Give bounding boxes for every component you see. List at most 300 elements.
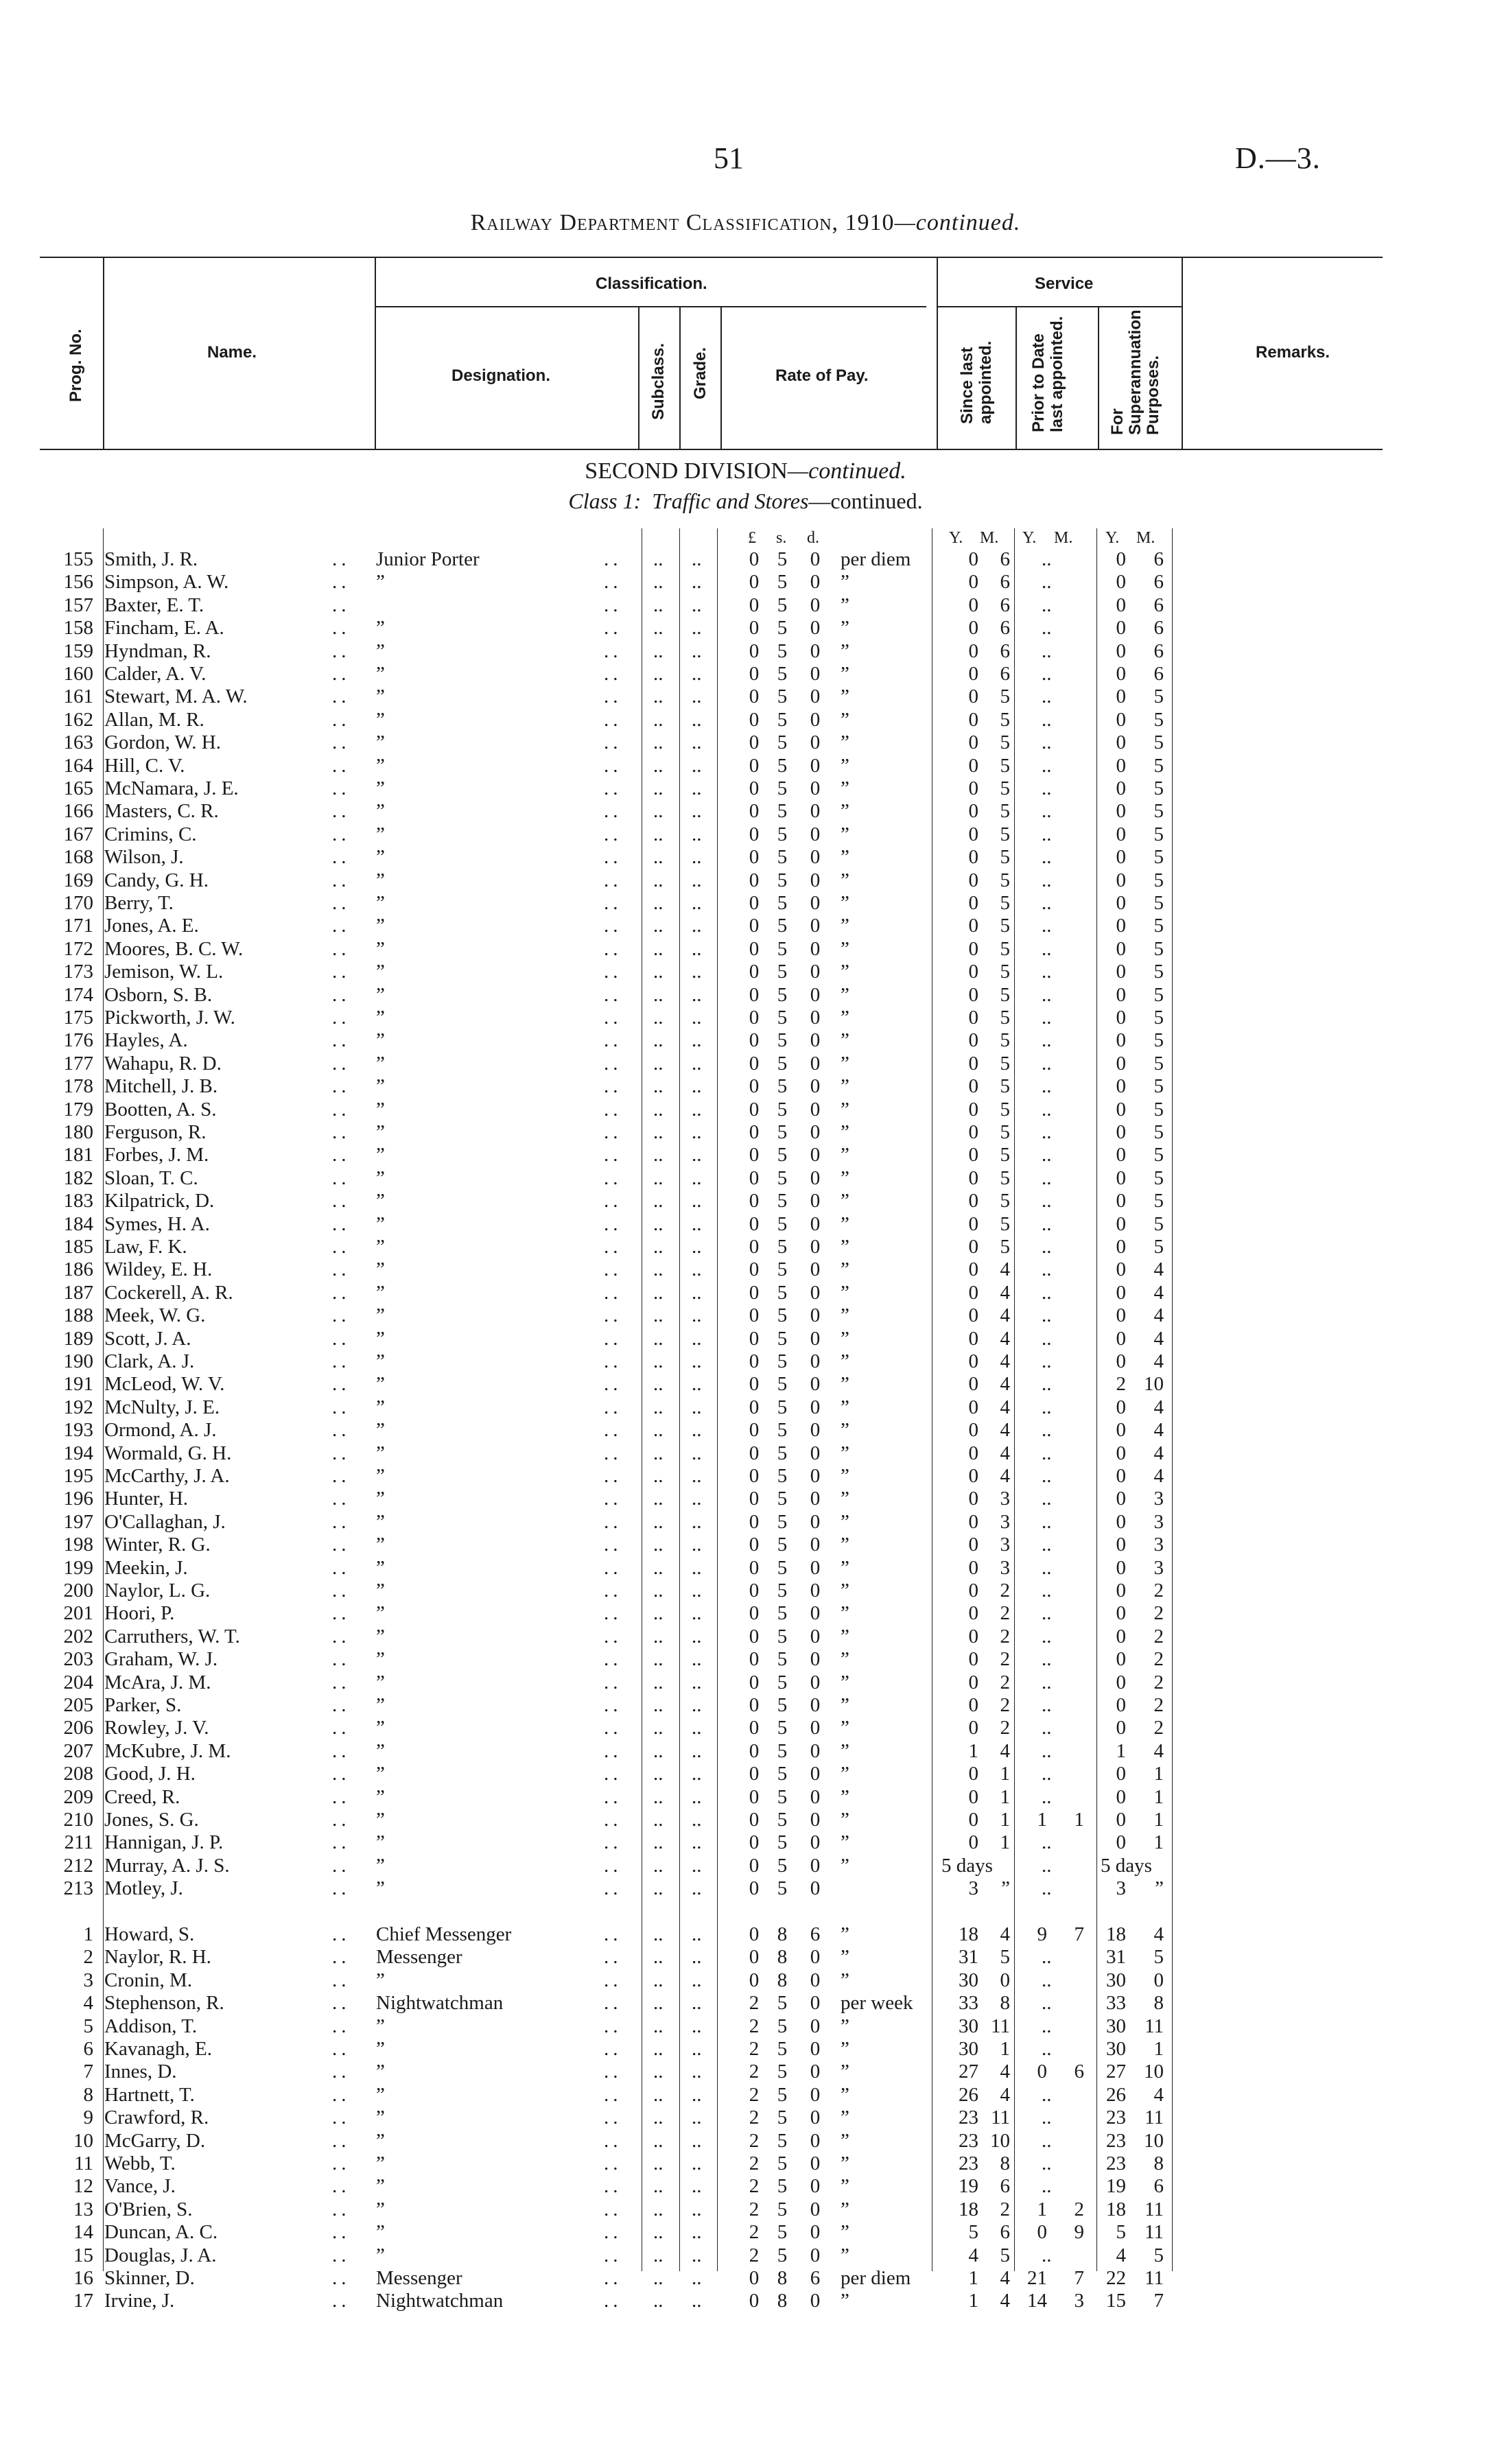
leader-dots: ..	[332, 1557, 351, 1579]
since-years: 0	[968, 1602, 978, 1624]
designation: ”	[376, 800, 385, 822]
leader-dots: ..	[692, 1442, 702, 1464]
super-years: 0	[1116, 1831, 1126, 1853]
pay-pounds: 0	[749, 1258, 760, 1280]
since-years: 0	[968, 1580, 978, 1601]
since-months: 5	[1000, 709, 1010, 731]
staff-name: Creed, R.	[104, 1786, 180, 1808]
leader-dots: ..	[692, 1282, 702, 1304]
prog-no: 10	[73, 2130, 93, 2152]
pay-shillings: 5	[777, 892, 788, 914]
super-years: 0	[1116, 663, 1126, 685]
designation: ”	[376, 2244, 385, 2266]
staff-name: Naylor, R. H.	[104, 1946, 211, 1968]
pay-pence: 0	[810, 731, 821, 753]
since-years: 0	[968, 1328, 978, 1350]
pay-period: ”	[841, 1442, 849, 1464]
table-row	[0, 1556, 1491, 1580]
leader-dots: ..	[653, 1923, 664, 1945]
pay-pounds: 0	[749, 1396, 760, 1418]
pay-shillings: 5	[777, 1511, 788, 1533]
staff-name: Ormond, A. J.	[104, 1419, 217, 1441]
pay-period: ”	[841, 1717, 849, 1739]
pay-shillings: 5	[777, 1396, 788, 1418]
pay-pounds: 0	[749, 1075, 760, 1097]
table-row	[0, 1442, 1491, 1465]
leader-dots: ..	[332, 1763, 351, 1785]
leader-dots: ..	[332, 1053, 351, 1075]
prog-no: 184	[63, 1213, 93, 1235]
leader-dots: ..	[653, 1992, 664, 2014]
table-row	[0, 1923, 1491, 1946]
pay-shillings: 8	[777, 1923, 788, 1945]
prog-no: 5	[83, 2015, 93, 2037]
since-years: 0	[968, 1029, 978, 1051]
leader-dots: ..	[604, 1855, 622, 1877]
pay-period: ”	[841, 1602, 849, 1624]
leader-dots: ..	[653, 961, 664, 983]
pay-period: ”	[841, 1419, 849, 1441]
pay-pence: 0	[810, 1855, 821, 1877]
super-years: 0	[1116, 1075, 1126, 1097]
table-row	[0, 937, 1491, 961]
leader-dots: ..	[604, 777, 622, 799]
pay-pounds: 0	[749, 1213, 760, 1235]
leader-dots: ..	[332, 2038, 351, 2060]
staff-name: Sloan, T. C.	[104, 1167, 198, 1189]
super-years: 5 days	[1101, 1855, 1152, 1877]
leader-dots: ..	[692, 731, 702, 753]
super-years: 3	[1116, 1877, 1126, 1899]
page-number: 51	[714, 141, 744, 175]
staff-name: Scott, J. A.	[104, 1328, 191, 1350]
leader-dots: ..	[653, 2061, 664, 2082]
leader-dots: ..	[332, 823, 351, 845]
designation: ”	[376, 2084, 385, 2106]
leader-dots: ..	[332, 1029, 351, 1051]
leader-dots: ..	[653, 1213, 664, 1235]
pay-pounds: 0	[749, 663, 760, 685]
since-months: 5	[1000, 1946, 1010, 1968]
prog-no: 177	[63, 1053, 93, 1075]
table-row	[0, 1304, 1491, 1327]
prior-years: 1	[1037, 1809, 1047, 1831]
since-years: 23	[959, 2107, 978, 2128]
table-row	[0, 2060, 1491, 2083]
leader-dots: ..	[692, 2107, 702, 2128]
prog-no: 158	[63, 617, 93, 639]
prog-no: 11	[74, 2152, 93, 2174]
leader-dots: ..	[604, 548, 622, 570]
pay-pence: 0	[810, 1304, 821, 1326]
leader-dots: ..	[604, 640, 622, 662]
designation: ”	[376, 1282, 385, 1304]
pay-shillings: 5	[777, 1580, 788, 1601]
since-years: 0	[968, 1648, 978, 1670]
unit-years-super: Y.	[1105, 529, 1120, 547]
pay-pounds: 0	[749, 892, 760, 914]
leader-dots: ..	[332, 685, 351, 707]
since-years: 0	[968, 685, 978, 707]
prog-no: 170	[63, 892, 93, 914]
pay-period: ”	[841, 1099, 849, 1120]
pay-shillings: 8	[777, 2267, 788, 2289]
prior-none: ..	[1042, 709, 1052, 731]
pay-pence: 0	[810, 1282, 821, 1304]
pay-shillings: 5	[777, 1763, 788, 1785]
pay-shillings: 5	[777, 1144, 788, 1166]
pay-shillings: 5	[777, 2107, 788, 2128]
unit-months-since: M.	[980, 529, 999, 547]
since-years: 27	[959, 2061, 978, 2082]
pay-period: ”	[841, 846, 849, 868]
leader-dots: ..	[653, 2290, 664, 2312]
prior-none: ..	[1042, 2015, 1052, 2037]
prog-no: 194	[63, 1442, 93, 1464]
since-months: 6	[1000, 640, 1010, 662]
leader-dots: ..	[604, 1671, 622, 1693]
pay-pence: 0	[810, 685, 821, 707]
super-months: 5	[1153, 1190, 1164, 1212]
pay-pounds: 2	[749, 2175, 760, 2197]
pay-pence: 0	[810, 2175, 821, 2197]
designation: ”	[376, 2130, 385, 2152]
designation: ”	[376, 777, 385, 799]
header-divider	[1182, 257, 1183, 449]
since-months: 4	[1000, 1396, 1010, 1418]
leader-dots: ..	[604, 571, 622, 593]
division-suffix: —continued.	[787, 458, 906, 484]
super-years: 0	[1116, 1626, 1126, 1647]
prog-no: 9	[83, 2107, 93, 2128]
pay-shillings: 5	[777, 2084, 788, 2106]
prior-none: ..	[1042, 755, 1052, 777]
pay-period: ”	[841, 823, 849, 845]
leader-dots: ..	[332, 1007, 351, 1029]
since-years: 19	[959, 2175, 978, 2197]
prog-no: 211	[64, 1831, 93, 1853]
prior-none: ..	[1042, 1671, 1052, 1693]
designation: ”	[376, 1809, 385, 1831]
table-row	[0, 960, 1491, 983]
since-years: 0	[968, 1053, 978, 1075]
super-years: 31	[1106, 1946, 1126, 1968]
leader-dots: ..	[604, 755, 622, 777]
leader-dots: ..	[332, 1099, 351, 1120]
super-years: 0	[1116, 1213, 1126, 1235]
prog-no: 13	[73, 2198, 93, 2220]
super-years: 0	[1116, 823, 1126, 845]
pay-period: ”	[841, 2175, 849, 2197]
header-divider	[375, 257, 376, 449]
class-label: Class 1:	[568, 489, 642, 513]
title-main: Railway Department Classification, 1910	[470, 210, 895, 235]
leader-dots: ..	[332, 2107, 351, 2128]
leader-dots: ..	[692, 1099, 702, 1120]
leader-dots: ..	[604, 800, 622, 822]
prog-no: 197	[63, 1511, 93, 1533]
leader-dots: ..	[332, 1511, 351, 1533]
designation: ”	[376, 755, 385, 777]
pay-shillings: 5	[777, 800, 788, 822]
prog-no: 174	[63, 984, 93, 1006]
prior-none: ..	[1042, 571, 1052, 593]
since-years: 0	[968, 663, 978, 685]
super-years: 0	[1116, 755, 1126, 777]
since-years: 18	[959, 2198, 978, 2220]
designation: ”	[376, 1648, 385, 1670]
prior-none: ..	[1042, 915, 1052, 937]
super-months: 5	[1153, 1099, 1164, 1120]
leader-dots: ..	[692, 1511, 702, 1533]
since-months: 6	[1000, 2175, 1010, 2197]
since-years: 0	[968, 1465, 978, 1487]
pay-pounds: 0	[749, 1855, 760, 1877]
super-years: 0	[1116, 731, 1126, 753]
pay-shillings: 5	[777, 1213, 788, 1235]
table-row	[0, 1693, 1491, 1717]
designation: ”	[376, 1029, 385, 1051]
since-months: 5	[1000, 1213, 1010, 1235]
leader-dots: ..	[332, 777, 351, 799]
prog-no: 191	[63, 1373, 93, 1395]
super-years: 0	[1116, 640, 1126, 662]
prog-no: 2	[83, 1946, 93, 1968]
super-years: 0	[1116, 800, 1126, 822]
table-row	[0, 2015, 1491, 2038]
prog-no: 207	[63, 1740, 93, 1762]
table-row	[0, 662, 1491, 685]
super-years: 0	[1116, 777, 1126, 799]
leader-dots: ..	[653, 1855, 664, 1877]
pay-period: ”	[841, 2152, 849, 2174]
leader-dots: ..	[653, 1763, 664, 1785]
pay-pence: 0	[810, 571, 821, 593]
since-months: 6	[1000, 594, 1010, 616]
leader-dots: ..	[332, 731, 351, 753]
leader-dots: ..	[332, 1740, 351, 1762]
super-months: 4	[1153, 1328, 1164, 1350]
leader-dots: ..	[653, 2198, 664, 2220]
table-row	[0, 2244, 1491, 2267]
pay-pence: 0	[810, 1648, 821, 1670]
leader-dots: ..	[332, 594, 351, 616]
staff-name: Wormald, G. H.	[104, 1442, 232, 1464]
pay-pounds: 0	[749, 1969, 760, 1991]
pay-period: ”	[841, 2038, 849, 2060]
pay-shillings: 5	[777, 1328, 788, 1350]
table-row	[0, 1739, 1491, 1763]
table-row	[0, 891, 1491, 915]
since-months: 6	[1000, 548, 1010, 570]
leader-dots: ..	[604, 1488, 622, 1510]
pay-shillings: 5	[777, 1831, 788, 1853]
since-months: 4	[1000, 1419, 1010, 1441]
designation: ”	[376, 1465, 385, 1487]
pay-shillings: 5	[777, 571, 788, 593]
super-years: 19	[1106, 2175, 1126, 2197]
super-years: 0	[1116, 1121, 1126, 1143]
leader-dots: ..	[692, 1396, 702, 1418]
leader-dots: ..	[332, 1969, 351, 1991]
pay-pence: 0	[810, 800, 821, 822]
leader-dots: ..	[604, 663, 622, 685]
pay-pounds: 0	[749, 1923, 760, 1945]
leader-dots: ..	[653, 1328, 664, 1350]
prior-none: ..	[1042, 1992, 1052, 2014]
super-months: 2	[1153, 1602, 1164, 1624]
since-months: ”	[1001, 1877, 1010, 1899]
super-years: 0	[1116, 915, 1126, 937]
super-months: 1	[1153, 1831, 1164, 1853]
leader-dots: ..	[653, 1969, 664, 1991]
pay-pence: 0	[810, 1053, 821, 1075]
pay-shillings: 5	[777, 1740, 788, 1762]
since-months: 6	[1000, 571, 1010, 593]
since-years: 0	[968, 1511, 978, 1533]
pay-shillings: 5	[777, 2244, 788, 2266]
staff-name: McLeod, W. V.	[104, 1373, 225, 1395]
pay-pence: 6	[810, 2267, 821, 2289]
super-years: 0	[1116, 571, 1126, 593]
leader-dots: ..	[692, 594, 702, 616]
pay-period: ”	[841, 1007, 849, 1029]
since-years: 0	[968, 1717, 978, 1739]
super-years: 23	[1106, 2107, 1126, 2128]
staff-name: Crawford, R.	[104, 2107, 209, 2128]
since-years: 0	[968, 594, 978, 616]
since-months: 5	[1000, 1075, 1010, 1097]
since-months: 3	[1000, 1534, 1010, 1556]
pay-pounds: 0	[749, 1167, 760, 1189]
super-months: 5	[1153, 709, 1164, 731]
super-months: 5	[1153, 823, 1164, 845]
super-months: 10	[1144, 1373, 1164, 1395]
pay-pence: 0	[810, 1946, 821, 1968]
prog-no: 16	[73, 2267, 93, 2289]
leader-dots: ..	[653, 1236, 664, 1258]
table-row	[0, 1052, 1491, 1075]
pay-shillings: 5	[777, 1075, 788, 1097]
since-months: 2	[1000, 1602, 1010, 1624]
pay-pounds: 0	[749, 1557, 760, 1579]
designation: ”	[376, 2152, 385, 2174]
leader-dots: ..	[692, 1190, 702, 1212]
super-months: 5	[1153, 846, 1164, 868]
designation: ”	[376, 1969, 385, 1991]
table-row	[0, 1006, 1491, 1029]
super-years: 0	[1116, 984, 1126, 1006]
pay-shillings: 5	[777, 1465, 788, 1487]
staff-name: Rowley, J. V.	[104, 1717, 209, 1739]
since-months: 5	[1000, 984, 1010, 1006]
pay-shillings: 5	[777, 640, 788, 662]
prior-months: 7	[1074, 2267, 1084, 2289]
pay-shillings: 8	[777, 1969, 788, 1991]
since-years: 0	[968, 1144, 978, 1166]
prog-no: 183	[63, 1190, 93, 1212]
staff-name: McNulty, J. E.	[104, 1396, 220, 1418]
prior-months: 1	[1074, 1809, 1084, 1831]
pay-shillings: 5	[777, 1488, 788, 1510]
designation: ”	[376, 1144, 385, 1166]
super-months: 6	[1153, 663, 1164, 685]
pay-pounds: 2	[749, 2038, 760, 2060]
pay-period: ”	[841, 1511, 849, 1533]
prog-no: 15	[73, 2244, 93, 2266]
header-divider	[720, 306, 722, 449]
since-years: 4	[968, 2244, 978, 2266]
staff-name: Hartnett, T.	[104, 2084, 195, 2106]
prior-none: ..	[1042, 2038, 1052, 2060]
super-years: 0	[1116, 1029, 1126, 1051]
leader-dots: ..	[653, 1373, 664, 1395]
leader-dots: ..	[653, 1304, 664, 1326]
prior-none: ..	[1042, 1969, 1052, 1991]
prior-none: ..	[1042, 846, 1052, 868]
leader-dots: ..	[332, 1075, 351, 1097]
designation: ”	[376, 1626, 385, 1647]
leader-dots: ..	[692, 2152, 702, 2174]
pay-period: ”	[841, 1580, 849, 1601]
leader-dots: ..	[332, 1786, 351, 1808]
staff-name: Moores, B. C. W.	[104, 938, 244, 960]
header-divider	[1098, 306, 1099, 449]
pay-shillings: 5	[777, 548, 788, 570]
super-years: 0	[1116, 1809, 1126, 1831]
staff-name: Good, J. H.	[104, 1763, 196, 1785]
leader-dots: ..	[653, 915, 664, 937]
leader-dots: ..	[653, 1442, 664, 1464]
staff-name: Graham, W. J.	[104, 1648, 218, 1670]
pay-pence: 0	[810, 961, 821, 983]
since-months: 11	[991, 2015, 1010, 2037]
leader-dots: ..	[332, 1144, 351, 1166]
pay-pence: 0	[810, 1694, 821, 1716]
staff-name: Berry, T.	[104, 892, 174, 914]
super-months: 11	[1144, 2198, 1164, 2220]
super-months: 5	[1153, 1075, 1164, 1097]
prior-none: ..	[1042, 1167, 1052, 1189]
pay-shillings: 5	[777, 709, 788, 731]
since-years: 30	[959, 2038, 978, 2060]
super-years: 0	[1116, 1167, 1126, 1189]
pay-shillings: 5	[777, 1671, 788, 1693]
pay-shillings: 5	[777, 594, 788, 616]
super-years: 23	[1106, 2152, 1126, 2174]
leader-dots: ..	[604, 1923, 622, 1945]
staff-name: Hannigan, J. P.	[104, 1831, 224, 1853]
super-years: 22	[1106, 2267, 1126, 2289]
since-years: 0	[968, 1213, 978, 1235]
staff-name: Winter, R. G.	[104, 1534, 211, 1556]
pay-pounds: 0	[749, 731, 760, 753]
leader-dots: ..	[653, 709, 664, 731]
leader-dots: ..	[692, 1740, 702, 1762]
pay-shillings: 5	[777, 1419, 788, 1441]
super-months: 5	[1153, 892, 1164, 914]
since-years: 0	[968, 1373, 978, 1395]
prior-none: ..	[1042, 1511, 1052, 1533]
designation: ”	[376, 2038, 385, 2060]
pay-pounds: 0	[749, 571, 760, 593]
leader-dots: ..	[604, 2267, 622, 2289]
pay-pence: 0	[810, 2244, 821, 2266]
super-months: 11	[1144, 2107, 1164, 2128]
since-months: 4	[1000, 2084, 1010, 2106]
prior-none: ..	[1042, 1763, 1052, 1785]
staff-name: Meek, W. G.	[104, 1304, 206, 1326]
